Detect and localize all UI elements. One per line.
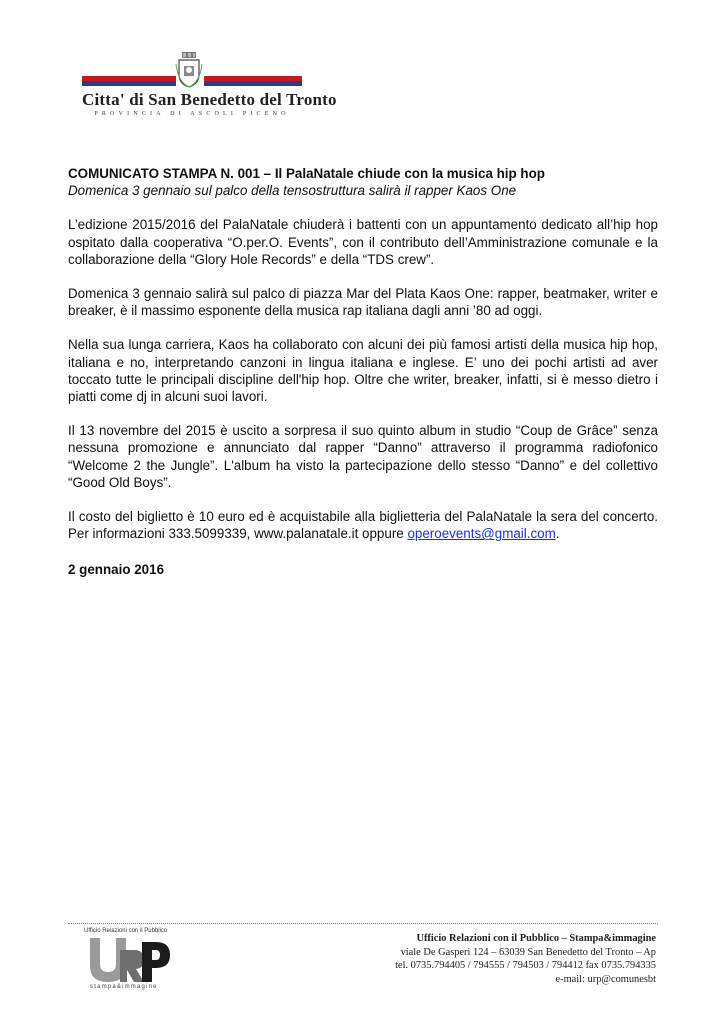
- press-release-title: COMUNICATO STAMPA N. 001 – Il PalaNatale chiude con la musica hip hop: [68, 166, 545, 181]
- footer-contacts: [395, 932, 656, 986]
- province-name: PROVINCIA DI ASCOLI PICENO: [94, 111, 290, 117]
- paragraph-artist: Domenica 3 gennaio salirà sul palco di piazza Mar del Plata Kaos One: rapper, beatmaker, writer e breaker, è il massimo esponente della musica rap italiana dagli anni ’80 ad oggi.: [68, 286, 658, 319]
- logo-stripe-blue-right: [204, 81, 302, 86]
- city-name: Citta' di San Benedetto del Tronto: [82, 90, 337, 109]
- press-release: [68, 165, 658, 579]
- footer-address: viale De Gasperi 124 – 63039 San Benedetto del Tronto – Ap: [400, 946, 656, 958]
- urp-caption: Ufficio Relazioni con il Pubblico: [84, 928, 168, 934]
- logo-stripe-blue-left: [82, 81, 176, 86]
- footer-email: e-mail: urp@comunesbt: [555, 973, 656, 985]
- paragraph-tickets: [68, 508, 658, 542]
- release-date: 2 gennaio 2016: [68, 562, 165, 578]
- paragraph-album: Il 13 novembre del 2015 è uscito a sorpresa il suo quinto album in studio “Coup de Grâce” senza nessuna promozione e annunciato dal rapper “Danno” attraverso il programma radiofonico “Welcome 2 the Jungle”. L'album ha visto la partecipazione dello stesso “Danno” e del collettivo “Good Old Boys”.: [68, 423, 658, 490]
- footer-phones: tel. 0735.794405 / 794555 / 794503 / 794412 fax 0735.794335: [395, 960, 656, 972]
- city-logo: [82, 52, 337, 124]
- paragraph-edition: L’edizione 2015/2016 del PalaNatale chiuderà i battenti con un appuntamento dedicato all’hip hop ospitato dalla cooperativa “O.per.O. Events”, con il contributo dell’Amministrazione comunale e la collaborazione della “Glory Hole Records” e della “TDS crew”.: [68, 217, 658, 267]
- press-release-subtitle: Domenica 3 gennaio sul palco della tensostruttura salirà il rapper Kaos One: [68, 183, 517, 199]
- footer-divider: [68, 923, 658, 924]
- footer-office: Ufficio Relazioni con il Pubblico – Stampa&immagine: [416, 933, 656, 944]
- email-link[interactable]: operoevents@gmail.com: [407, 526, 556, 542]
- ticket-end: .: [555, 526, 560, 542]
- urp-subtitle: stampa&immagine: [90, 984, 158, 990]
- paragraph-career: Nella sua lunga carriera, Kaos ha collaborato con alcuni dei più famosi artisti della musica hip hop, italiana e no, interpretando canzoni in lingua italiana e inglese. E’ uno dei pochi artisti ad aver toccato tutte le principali discipline dell'hip hop. Oltre che writer, breaker, infatti, si è messo dietro i piatti come dj in alcuni suoi lavori.: [68, 337, 658, 405]
- urp-logo: [84, 928, 174, 994]
- coat-of-arms-icon: [174, 52, 204, 88]
- urp-letters-icon: [86, 936, 172, 984]
- ticket-text: Il costo del biglietto è 10 euro ed è acquistabile alla biglietteria del PalaNatale la sera del concerto. Per informazioni 333.5099339, www.palanatale.it oppure: [68, 509, 658, 542]
